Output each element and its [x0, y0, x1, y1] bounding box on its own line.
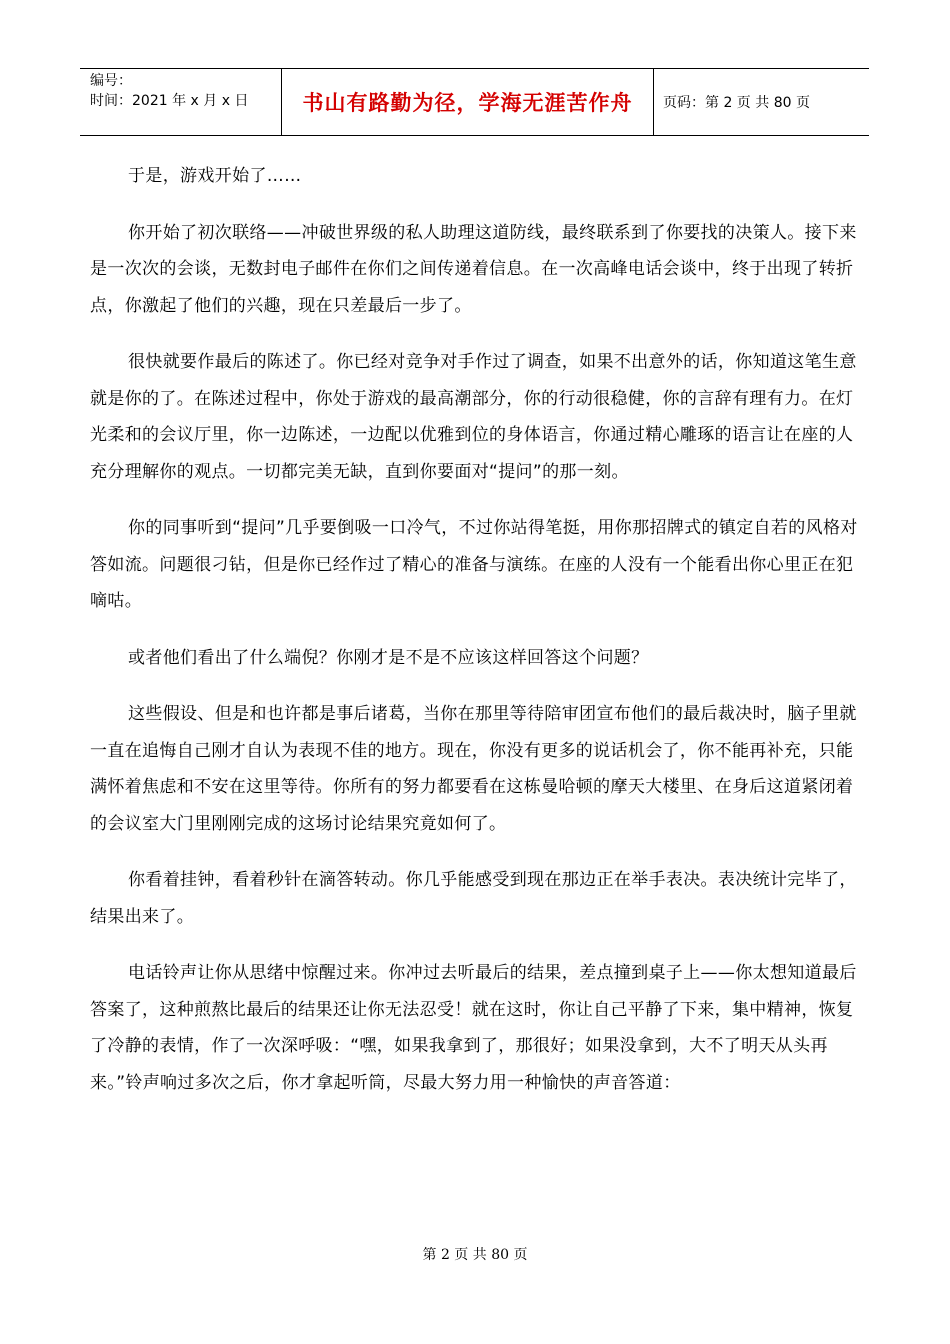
- header-page-info-cell: [654, 69, 869, 135]
- header-meta: [80, 69, 281, 135]
- paragraph: 于是，游戏开始了……: [128, 166, 302, 186]
- page-footer: 第 2 页 共 80 页: [422, 1247, 528, 1263]
- paragraph: 电话铃声让你从思绪中惊醒过来。你冲过去听最后的结果，差点撞到桌子上——你太想知道最后答案了，这种煎熬比最后的结果还让你无法忍受！就在这时，你让自己平静了下来，集中精神，恢复了冷静的表情，作了一次深呼吸：“嘿，如果我拿到了，那很好；如果没拿到，大不了明天从头再来。”铃声响过多次之后，你才拿起听筒，尽最大努力用一种愉快的声音答道：: [90, 963, 857, 1093]
- paragraph: 你看着挂钟，看着秒针在滴答转动。你几乎能感受到现在那边正在举手表决。表决统计完毕了，结果出来了。: [90, 870, 857, 927]
- header-motto-cell: [281, 69, 654, 135]
- paragraph: 或者他们看出了什么端倪？你刚才是不是不应该这样回答这个问题？: [128, 647, 649, 668]
- number-label: 编号：: [90, 73, 132, 89]
- document-header: [80, 68, 869, 136]
- paragraph: 你开始了初次联络——冲破世界级的私人助理这道防线，最终联系到了你要找的决策人。接下来是一次次的会谈，无数封电子邮件在你们之间传递着信息。在一次高峰电话会谈中，终于出现了转折点，你激起了他们的兴趣，现在只差最后一步了。: [90, 222, 857, 316]
- document-body: [90, 158, 870, 1121]
- page-info-text: 页码：第 2 页 共 80 页: [663, 95, 810, 111]
- time-label: 时间：2021 年 x 月 x 日: [90, 93, 249, 109]
- paragraph: 你的同事听到“提问”几乎要倒吸一口冷气，不过你站得笔挺，用你那招牌式的镇定自若的风格对答如流。问题很刁钻，但是你已经作过了精心的准备与演练。在座的人没有一个能看出你心里正在犯嘀咕。: [90, 518, 858, 611]
- paragraph: 很快就要作最后的陈述了。你已经对竞争对手作过了调查，如果不出意外的话，你知道这笔生意就是你的了。在陈述过程中，你处于游戏的最高潮部分，你的行动很稳健，你的言辞有理有力。在灯光柔和的会议厅里，你一边陈述，一边配以优雅到位的身体语言，你通过精心雕琢的语言让在座的人充分理解你的观点。一切都完美无缺，直到你要面对“提问”的那一刻。: [90, 352, 857, 482]
- motto-text: 书山有路勤为径，学海无涯苦作舟: [302, 91, 633, 115]
- paragraph: 这些假设、但是和也许都是事后诸葛，当你在那里等待陪审团宣布他们的最后裁决时，脑子里就一直在追悔自己刚才自认为表现不佳的地方。现在，你没有更多的说话机会了，你不能再补充，只能满怀着焦虑和不安在这里等待。你所有的努力都要看在这栋曼哈顿的摩天大楼里、在身后这道紧闭着的会议室大门里刚刚完成的这场讨论结果究竟如何了。: [90, 704, 857, 834]
